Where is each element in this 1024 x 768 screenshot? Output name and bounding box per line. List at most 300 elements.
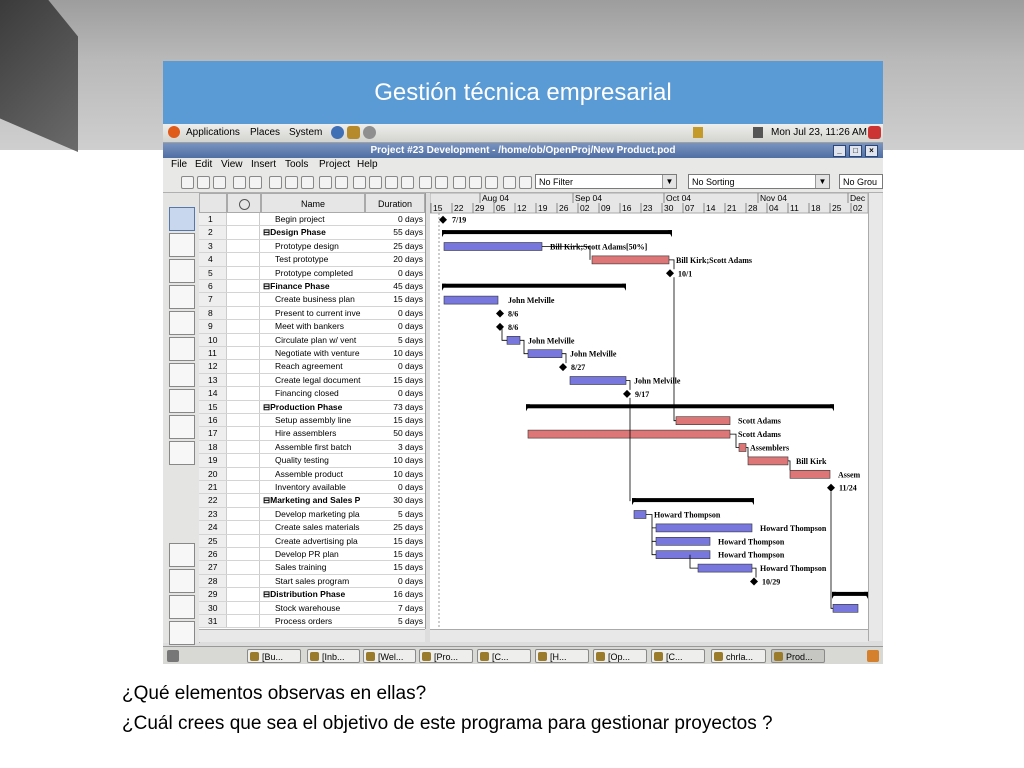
menu-insert[interactable]: Insert — [251, 159, 277, 170]
volume-icon[interactable] — [753, 127, 763, 138]
task-row[interactable] — [199, 374, 425, 387]
chevron-down-icon: ▼ — [662, 175, 676, 188]
timescale-day: 15 — [433, 203, 443, 213]
task-row[interactable] — [199, 360, 425, 373]
save-icon[interactable] — [213, 176, 226, 189]
task-indicator — [227, 334, 260, 346]
slide-title: Gestión técnica empresarial — [163, 61, 883, 124]
timescale-day: 21 — [727, 203, 737, 213]
calendar-icon[interactable] — [419, 176, 432, 189]
timescale-day: 19 — [538, 203, 548, 213]
task-duration[interactable]: 3 days — [397, 441, 423, 452]
task-row[interactable] — [199, 535, 425, 548]
network-icon[interactable] — [693, 127, 703, 138]
screenshot-openproj — [163, 124, 883, 664]
task-id: 10 — [199, 334, 227, 346]
menu-project[interactable]: Project — [319, 159, 351, 170]
tracking-view-icon[interactable] — [169, 337, 195, 361]
task-name[interactable]: Prototype design — [275, 240, 339, 251]
gantt-view-icon[interactable] — [169, 207, 195, 231]
task-row[interactable] — [199, 602, 425, 615]
link-icon[interactable] — [353, 176, 366, 189]
taskbar-button[interactable]: [C... — [477, 649, 531, 663]
next-icon[interactable] — [519, 176, 532, 189]
task-id: 20 — [199, 468, 227, 480]
scroll-to-task-icon[interactable] — [485, 176, 498, 189]
task-name[interactable]: ⊟Marketing and Sales P — [263, 495, 361, 506]
task-row[interactable] — [199, 213, 425, 226]
task-name[interactable]: Quality testing — [275, 455, 329, 466]
task-id: 3 — [199, 240, 227, 252]
taskbar-button[interactable]: [Wel... — [363, 649, 416, 663]
task-row[interactable] — [199, 615, 425, 628]
cut-icon[interactable] — [269, 176, 282, 189]
task-bar — [634, 511, 646, 519]
task-id: 5 — [199, 267, 227, 279]
collapse-icon[interactable]: ⊟ — [263, 495, 271, 506]
taskbar-button[interactable]: [Inb... — [307, 649, 360, 663]
task-duration[interactable]: 10 days — [393, 348, 423, 358]
task-row[interactable] — [199, 387, 425, 400]
timescale-day: 12 — [517, 203, 527, 213]
menu-system[interactable]: System — [289, 127, 323, 138]
gantt-scrollbar[interactable] — [430, 629, 868, 642]
column-header-id[interactable] — [199, 193, 227, 213]
task-usage-icon[interactable] — [169, 441, 195, 465]
menu-tools[interactable]: Tools — [285, 159, 309, 170]
task-row[interactable] — [199, 347, 425, 360]
task-duration[interactable]: 55 days — [393, 227, 423, 238]
task-indicator — [227, 307, 260, 319]
timescale-day: 02 — [580, 203, 590, 213]
help-icon[interactable] — [363, 126, 376, 139]
gantt-canvas — [430, 193, 868, 629]
task-name[interactable]: Financing closed — [275, 388, 339, 399]
task-id: 24 — [199, 521, 227, 533]
task-id: 2 — [199, 226, 227, 238]
task-row[interactable] — [199, 561, 425, 574]
window-title: Project #23 Development - /home/ob/OpenProj/New Product.pod _ □ × — [163, 143, 883, 158]
timescale-day: 23 — [643, 203, 653, 213]
timescale-day: 26 — [559, 203, 569, 213]
task-row[interactable] — [199, 401, 425, 414]
task-bar — [507, 336, 520, 344]
timescale-day: 29 — [475, 203, 485, 213]
task-duration[interactable]: 0 days — [397, 321, 423, 332]
taskbar-button[interactable]: [Pro... — [419, 649, 473, 663]
task-name[interactable]: Assemble product — [275, 468, 344, 479]
collapse-icon[interactable]: ⊟ — [263, 589, 271, 600]
collapse-icon[interactable]: ⊟ — [263, 227, 271, 238]
task-id: 26 — [199, 548, 227, 560]
menu-help[interactable]: Help — [357, 159, 378, 170]
task-name[interactable]: ⊟Production Phase — [263, 401, 343, 412]
task-bar — [592, 256, 669, 264]
task-bar — [570, 377, 626, 385]
task-id: 28 — [199, 575, 227, 587]
timescale-day: 30 — [664, 203, 674, 213]
task-bar — [444, 243, 542, 251]
prev-icon[interactable] — [503, 176, 516, 189]
gantt-label: Howard Thompson — [654, 510, 721, 520]
charts-icon[interactable] — [169, 569, 195, 593]
gantt-label: 10/1 — [678, 269, 693, 279]
task-name[interactable]: ⊟Finance Phase — [263, 281, 330, 291]
timescale-day: 07 — [685, 203, 695, 213]
task-duration[interactable]: 15 days — [393, 535, 423, 546]
close-button[interactable]: × — [865, 145, 878, 157]
open-icon[interactable] — [197, 176, 210, 189]
menu-view[interactable]: View — [221, 159, 243, 170]
task-indicator — [227, 240, 260, 252]
task-indicator — [227, 561, 260, 573]
task-name[interactable]: Inventory available — [275, 482, 346, 492]
gantt-label: 8/6 — [508, 322, 519, 332]
task-name[interactable]: Create legal document — [275, 374, 361, 385]
milestone-diamond — [827, 484, 835, 492]
task-row[interactable] — [199, 226, 425, 239]
taskbar-button[interactable]: [C... — [651, 649, 705, 663]
task-name[interactable]: Process orders — [275, 616, 333, 626]
task-id: 9 — [199, 320, 227, 332]
gantt-label: 7/19 — [452, 215, 467, 225]
task-row[interactable] — [199, 307, 425, 320]
timescale-day: 18 — [811, 203, 821, 213]
gantt-label: John Melville — [508, 296, 555, 306]
task-indicator — [227, 374, 260, 386]
task-name[interactable]: Stock warehouse — [275, 602, 341, 613]
task-indicator — [227, 508, 260, 520]
gnome-top-panel — [163, 124, 883, 143]
copy-icon[interactable] — [285, 176, 298, 189]
power-icon[interactable] — [868, 126, 881, 139]
task-table — [199, 193, 426, 629]
dependency-link — [652, 528, 656, 541]
menu-places[interactable]: Places — [250, 127, 281, 138]
task-id: 27 — [199, 561, 227, 573]
new-icon[interactable] — [181, 176, 194, 189]
task-row[interactable] — [199, 548, 425, 561]
task-name[interactable]: ⊟Distribution Phase — [263, 589, 346, 600]
task-indicator — [227, 575, 260, 587]
gantt-label: Scott Adams — [738, 416, 781, 426]
task-bar — [698, 564, 752, 572]
task-duration[interactable]: 0 days — [397, 214, 423, 224]
taskbar-button[interactable]: [Op... — [593, 649, 647, 663]
task-indicator — [227, 535, 260, 547]
task-name[interactable]: Present to current inve — [275, 307, 361, 318]
question-1: ¿Qué elementos observas en ellas? — [122, 683, 427, 704]
timescale-day: 04 — [769, 203, 779, 213]
task-bar — [790, 470, 830, 478]
task-row[interactable] — [199, 588, 425, 601]
task-indicator — [227, 615, 260, 627]
gantt-label: Bill Kirk — [796, 456, 827, 466]
calendar-view-icon[interactable] — [169, 389, 195, 413]
toolbar — [163, 172, 883, 193]
dependency-link — [752, 568, 756, 577]
milestone-diamond — [623, 390, 631, 398]
task-name[interactable]: Setup assembly line — [275, 415, 352, 425]
task-id: 14 — [199, 387, 227, 399]
task-name[interactable]: Begin project — [275, 214, 325, 224]
task-duration[interactable]: 10 days — [393, 468, 423, 479]
clock[interactable]: Mon Jul 23, 11:26 AM — [771, 127, 867, 138]
rbs-view-icon[interactable] — [169, 311, 195, 335]
collapse-icon[interactable]: ⊟ — [263, 281, 271, 291]
task-name[interactable]: Create advertising pla — [275, 535, 358, 546]
chevron-down-icon: ▼ — [815, 175, 829, 188]
task-bar — [528, 430, 730, 438]
vertical-scrollbar[interactable] — [868, 193, 882, 641]
task-details-icon[interactable] — [169, 595, 195, 619]
task-name[interactable]: Circulate plan w/ vent — [275, 334, 357, 345]
task-indicator — [227, 494, 260, 506]
task-duration[interactable]: 10 days — [393, 455, 423, 466]
task-indicator — [227, 602, 260, 614]
task-name[interactable]: Prototype completed — [275, 267, 353, 278]
menu-applications[interactable]: Applications — [186, 127, 240, 138]
resource-details-icon[interactable] — [169, 621, 195, 645]
usage-view-icon[interactable] — [169, 363, 195, 387]
outdent-icon[interactable] — [401, 176, 414, 189]
task-duration[interactable]: 25 days — [393, 240, 423, 251]
task-duration[interactable]: 5 days — [397, 334, 423, 345]
task-duration[interactable]: 15 days — [393, 374, 423, 385]
task-row[interactable] — [199, 481, 425, 494]
show-desktop-icon[interactable] — [167, 650, 179, 662]
task-duration[interactable]: 25 days — [393, 522, 423, 533]
task-duration[interactable]: 30 days — [393, 495, 423, 506]
task-name[interactable]: Test prototype — [275, 254, 329, 265]
table-scrollbar[interactable] — [199, 629, 425, 642]
task-indicator — [227, 387, 260, 399]
task-indicator — [227, 226, 260, 238]
gantt-label: Bill Kirk;Scott Adams — [676, 255, 753, 265]
task-indicator — [227, 213, 260, 225]
maximize-button[interactable]: □ — [849, 145, 862, 157]
task-name[interactable]: Meet with bankers — [275, 321, 344, 332]
task-indicator — [227, 468, 260, 480]
task-id: 11 — [199, 347, 227, 359]
task-bar — [444, 296, 498, 304]
indent-icon[interactable] — [385, 176, 398, 189]
gnome-taskbar — [163, 646, 883, 664]
gantt-label: John Melville — [634, 376, 681, 386]
gantt-label: 11/24 — [839, 483, 857, 493]
gantt-label: John Melville — [570, 349, 617, 359]
task-id: 25 — [199, 535, 227, 547]
dependency-link — [669, 260, 674, 269]
gantt-label: 8/27 — [571, 363, 586, 373]
timescale-day: 05 — [496, 203, 506, 213]
timescale-month: Nov 04 — [760, 193, 787, 203]
task-duration[interactable]: 73 days — [393, 401, 423, 412]
task-indicator — [227, 401, 260, 413]
trash-icon[interactable] — [867, 650, 879, 662]
task-indicator — [227, 481, 260, 493]
task-name[interactable]: ⊟Design Phase — [263, 227, 326, 238]
task-duration[interactable]: 45 days — [393, 281, 423, 291]
task-duration[interactable]: 0 days — [397, 482, 423, 492]
task-duration[interactable]: 0 days — [397, 388, 423, 399]
summary-bar — [632, 498, 754, 502]
task-bar — [833, 604, 858, 612]
task-name[interactable]: Negotiate with venture — [275, 348, 360, 358]
collapse-icon[interactable]: ⊟ — [263, 401, 271, 412]
task-indicator — [227, 267, 260, 279]
timescale-day: 09 — [601, 203, 611, 213]
task-id: 18 — [199, 441, 227, 453]
taskbar-button[interactable]: chrla... — [711, 649, 766, 663]
task-indicator — [227, 253, 260, 265]
resource-icon[interactable] — [435, 176, 448, 189]
task-bar — [739, 444, 746, 452]
task-name[interactable]: Start sales program — [275, 575, 350, 586]
menu-file[interactable]: File — [171, 159, 188, 170]
timescale-day: 11 — [790, 203, 799, 213]
milestone-diamond — [750, 578, 758, 586]
gantt-label: Scott Adams — [738, 430, 781, 440]
taskbar-button[interactable]: [H... — [535, 649, 589, 663]
taskbar-button[interactable]: [Bu... — [247, 649, 301, 663]
task-indicator — [227, 280, 260, 292]
task-bar — [656, 524, 752, 532]
task-row[interactable] — [199, 280, 425, 293]
task-id: 21 — [199, 481, 227, 493]
menu-edit[interactable]: Edit — [195, 159, 213, 170]
gantt-label: Howard Thompson — [718, 537, 785, 547]
task-duration[interactable]: 15 days — [393, 415, 423, 425]
task-duration[interactable]: 0 days — [397, 307, 423, 318]
task-bar — [656, 537, 710, 545]
column-header-name[interactable]: Name — [261, 193, 365, 213]
paste-icon[interactable] — [301, 176, 314, 189]
task-row[interactable] — [199, 427, 425, 440]
task-duration[interactable]: 20 days — [393, 254, 423, 265]
task-row[interactable] — [199, 334, 425, 347]
wbs-view-icon[interactable] — [169, 259, 195, 283]
task-indicator — [227, 414, 260, 426]
resources-view-icon[interactable] — [169, 285, 195, 309]
redo-icon[interactable] — [335, 176, 348, 189]
task-row[interactable] — [199, 508, 425, 521]
task-name[interactable]: Create sales materials — [275, 522, 360, 533]
task-indicator — [227, 293, 260, 305]
task-indicator — [227, 548, 260, 560]
task-duration[interactable]: 15 days — [393, 562, 423, 573]
timescale-month: Sep 04 — [575, 193, 602, 203]
task-row[interactable] — [199, 267, 425, 280]
foot-icon[interactable] — [168, 126, 180, 138]
gantt-label: Bill Kirk;Scott Adams[50%] — [550, 242, 648, 252]
column-header-indicators[interactable] — [227, 193, 261, 213]
task-row[interactable] — [199, 414, 425, 427]
undo-icon[interactable] — [319, 176, 332, 189]
gantt-label: Howard Thompson — [760, 564, 827, 574]
task-row[interactable] — [199, 575, 425, 588]
print-preview-icon[interactable] — [249, 176, 262, 189]
sorting-select[interactable]: No Sorting ▼ — [688, 174, 830, 189]
task-name[interactable]: Hire assemblers — [275, 428, 337, 439]
unlink-icon[interactable] — [369, 176, 382, 189]
task-duration[interactable]: 50 days — [393, 428, 423, 439]
task-name[interactable]: Sales training — [275, 562, 327, 573]
task-indicator — [227, 441, 260, 453]
minimize-button[interactable]: _ — [833, 145, 846, 157]
group-select[interactable]: No Grou — [839, 174, 883, 189]
task-duration[interactable]: 5 days — [397, 508, 423, 519]
task-row[interactable] — [199, 293, 425, 306]
milestone-diamond — [496, 323, 504, 331]
task-name[interactable]: Develop PR plan — [275, 549, 339, 559]
gantt-label: Assemblers — [750, 443, 790, 453]
task-id: 4 — [199, 253, 227, 265]
task-row[interactable] — [199, 441, 425, 454]
task-duration[interactable]: 15 days — [393, 549, 423, 559]
task-duration[interactable]: 15 days — [393, 294, 423, 305]
timescale-day: 25 — [832, 203, 842, 213]
dependency-link — [562, 354, 566, 363]
mail-icon[interactable] — [347, 126, 360, 139]
task-duration[interactable]: 0 days — [397, 267, 423, 278]
task-row[interactable] — [199, 454, 425, 467]
column-header-duration[interactable]: Duration — [365, 193, 425, 213]
task-name[interactable]: Assemble first batch — [275, 441, 352, 452]
histogram-icon[interactable] — [169, 543, 195, 567]
task-row[interactable] — [199, 240, 425, 253]
gantt-label: Howard Thompson — [760, 523, 827, 533]
task-row[interactable] — [199, 468, 425, 481]
filter-select[interactable]: No Filter ▼ — [535, 174, 677, 189]
task-bar — [676, 417, 730, 425]
task-duration[interactable]: 7 days — [397, 602, 423, 613]
task-name[interactable]: Create business plan — [275, 294, 355, 305]
task-id: 16 — [199, 414, 227, 426]
question-2: ¿Cuál crees que sea el objetivo de este programa para gestionar proyectos ? — [122, 713, 773, 734]
taskbar-button[interactable]: Prod... — [771, 649, 825, 663]
task-duration[interactable]: 0 days — [397, 361, 423, 372]
task-duration[interactable]: 16 days — [393, 589, 423, 600]
report-view-icon[interactable] — [169, 415, 195, 439]
gantt-label: 9/17 — [635, 389, 650, 399]
task-name[interactable]: Develop marketing pla — [275, 508, 360, 519]
task-name[interactable]: Reach agreement — [275, 361, 343, 372]
task-row[interactable] — [199, 521, 425, 534]
view-bar — [163, 193, 200, 643]
dependency-link — [502, 327, 507, 340]
task-row[interactable] — [199, 494, 425, 507]
zoom-in-icon[interactable] — [453, 176, 466, 189]
task-id: 17 — [199, 427, 227, 439]
task-indicator — [227, 347, 260, 359]
gantt-label: Assem — [838, 470, 861, 480]
task-row[interactable] — [199, 320, 425, 333]
task-duration[interactable]: 0 days — [397, 575, 423, 586]
task-id: 19 — [199, 454, 227, 466]
network-view-icon[interactable] — [169, 233, 195, 257]
task-id: 22 — [199, 494, 227, 506]
print-icon[interactable] — [233, 176, 246, 189]
zoom-out-icon[interactable] — [469, 176, 482, 189]
task-duration[interactable]: 5 days — [397, 616, 423, 626]
browser-icon[interactable] — [331, 126, 344, 139]
task-row[interactable] — [199, 253, 425, 266]
milestone-diamond — [666, 269, 674, 277]
task-id: 23 — [199, 508, 227, 520]
dependency-link — [652, 541, 656, 554]
task-indicator — [227, 360, 260, 372]
